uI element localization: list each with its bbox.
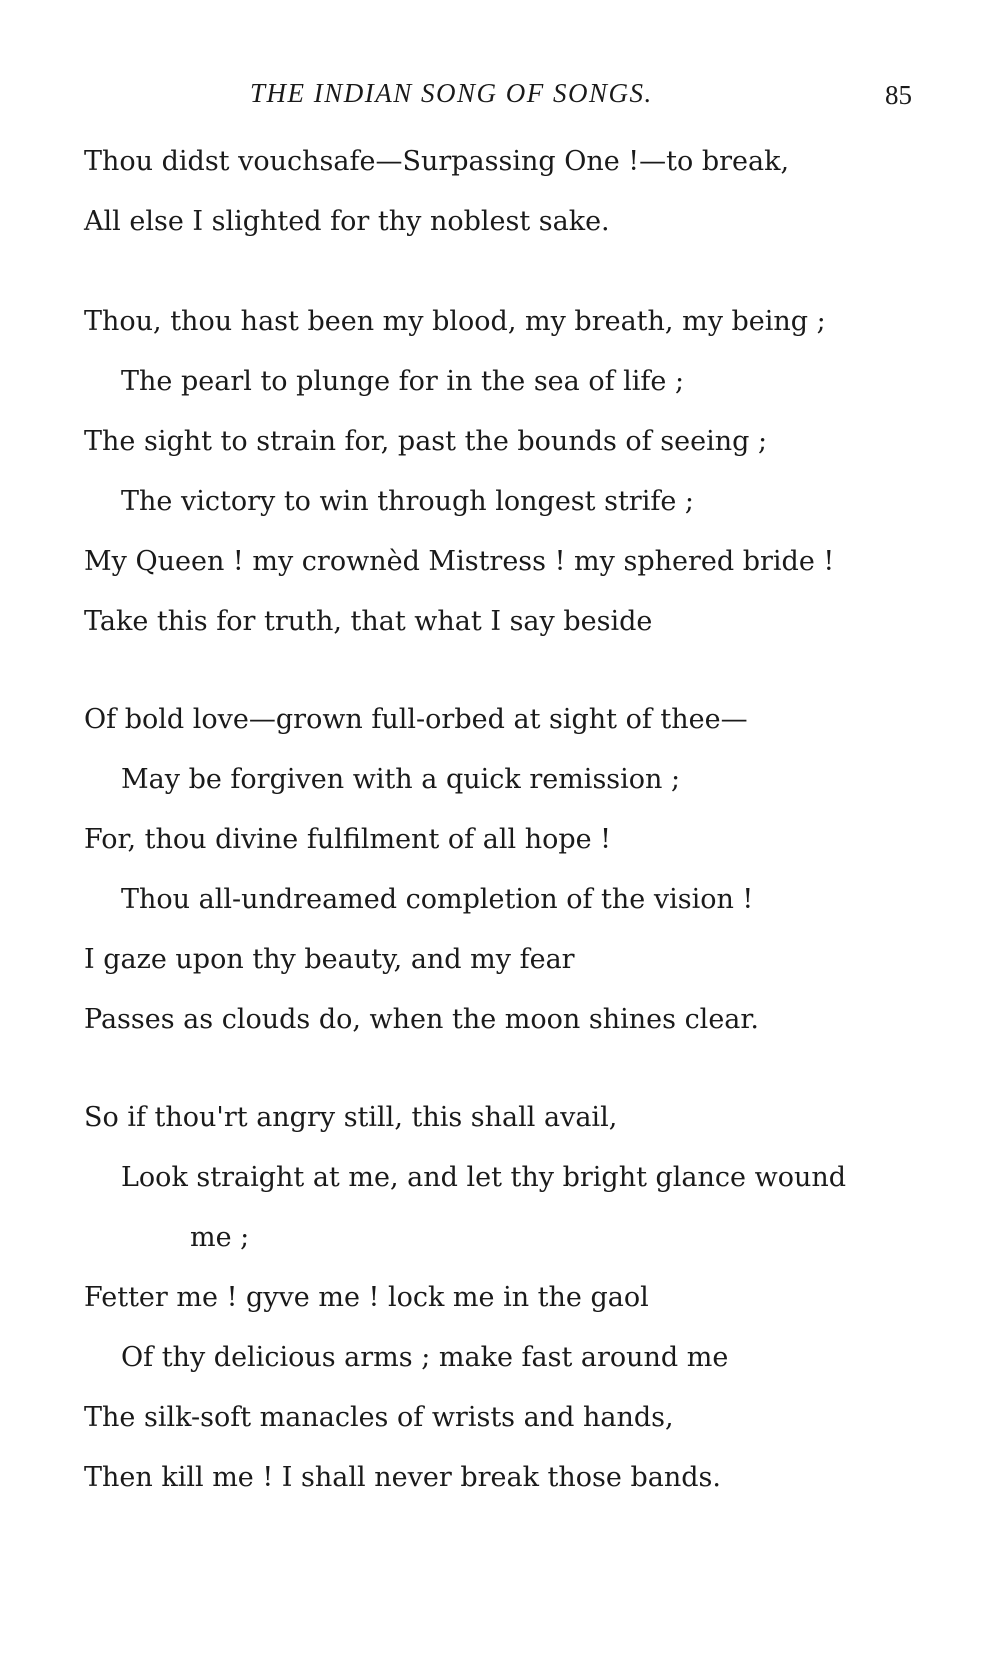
- poem-line: Fetter me ! gyve me ! lock me in the gaol: [84, 1282, 649, 1313]
- poem-line: May be forgiven with a quick remission ;: [121, 764, 681, 795]
- poem-line: Thou didst vouchsafe—Surpassing One !—to break,: [84, 146, 790, 177]
- poem-line: Take this for truth, that what I say beside: [84, 606, 653, 637]
- poem-line: Thou, thou hast been my blood, my breath, my being ;: [84, 306, 826, 337]
- poem-line: So if thou'rt angry still, this shall avail,: [84, 1102, 618, 1133]
- poem-line: For, thou divine fulfilment of all hope !: [84, 824, 612, 855]
- poem-line: Of thy delicious arms ; make fast around me: [121, 1342, 729, 1373]
- running-title: THE INDIAN SONG OF SONGS.: [250, 78, 653, 108]
- poem-line: I gaze upon thy beauty, and my fear: [84, 944, 575, 975]
- poem-line: The pearl to plunge for in the sea of life ;: [121, 366, 685, 397]
- poem-line: The sight to strain for, past the bounds of seeing ;: [84, 426, 768, 457]
- poem-line: Then kill me ! I shall never break those bands.: [84, 1462, 721, 1493]
- poem-line: My Queen ! my crownèd Mistress ! my sphered bride !: [84, 546, 835, 577]
- poem-line: Of bold love—grown full-orbed at sight of thee—: [84, 704, 748, 735]
- poem-line: Thou all-undreamed completion of the vision !: [121, 884, 754, 915]
- poem-line-continuation: me ;: [190, 1222, 250, 1253]
- poem-line: Passes as clouds do, when the moon shines clear.: [84, 1004, 759, 1035]
- poem-line: Look straight at me, and let thy bright glance wound: [121, 1162, 847, 1193]
- page-number: 85: [885, 80, 912, 110]
- poem-line: The victory to win through longest strife ;: [121, 486, 694, 517]
- poem-line: All else I slighted for thy noblest sake.: [84, 206, 610, 237]
- poem-line: The silk-soft manacles of wrists and hands,: [84, 1402, 674, 1433]
